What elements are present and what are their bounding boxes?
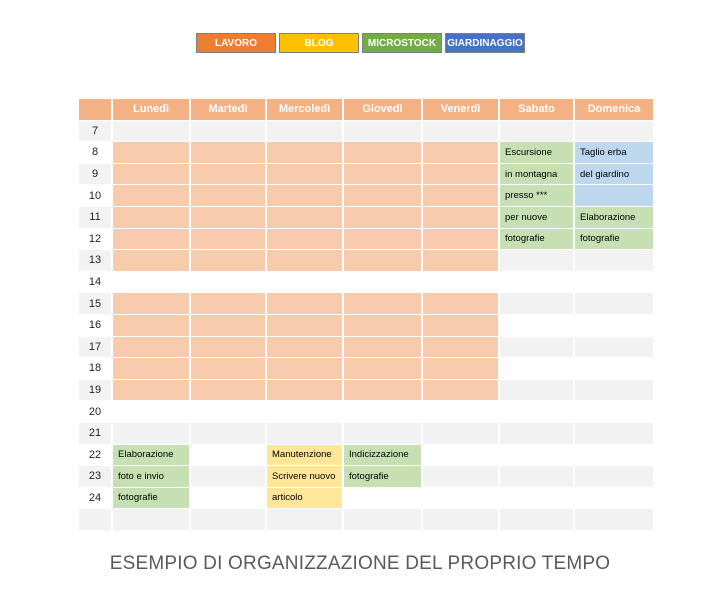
day-header: Venerdì: [423, 99, 498, 121]
schedule-cell[interactable]: [500, 445, 573, 467]
hour-label: 10: [79, 185, 111, 207]
schedule-cell[interactable]: [191, 337, 265, 359]
schedule-cell[interactable]: [423, 509, 498, 531]
schedule-cell[interactable]: [423, 185, 498, 207]
day-header: Giovedì: [344, 99, 421, 121]
schedule-cell[interactable]: [267, 121, 342, 143]
schedule-cell[interactable]: [344, 423, 421, 445]
schedule-cell[interactable]: fotografie: [344, 466, 421, 488]
schedule-cell[interactable]: [423, 358, 498, 380]
schedule-cell[interactable]: [423, 250, 498, 272]
schedule-cell[interactable]: Escursione: [500, 142, 573, 164]
schedule-cell[interactable]: [113, 250, 189, 272]
schedule-cell[interactable]: [344, 121, 421, 143]
schedule-cell[interactable]: [267, 401, 342, 423]
schedule-cell[interactable]: [191, 423, 265, 445]
schedule-cell[interactable]: [500, 121, 573, 143]
schedule-cell[interactable]: [267, 207, 342, 229]
schedule-cell[interactable]: Taglio erba: [575, 142, 653, 164]
schedule-cell[interactable]: [113, 401, 189, 423]
schedule-cell[interactable]: [267, 315, 342, 337]
schedule-cell[interactable]: [344, 401, 421, 423]
schedule-cell[interactable]: [575, 466, 653, 488]
schedule-cell[interactable]: [191, 466, 265, 488]
schedule-cell[interactable]: [575, 250, 653, 272]
schedule-cell[interactable]: [500, 466, 573, 488]
schedule-cell[interactable]: [191, 164, 265, 186]
schedule-cell[interactable]: [423, 488, 498, 510]
schedule-cell[interactable]: Scrivere nuovo: [267, 466, 342, 488]
schedule-cell[interactable]: [267, 423, 342, 445]
schedule-cell[interactable]: [191, 121, 265, 143]
hour-label: 8: [79, 142, 111, 164]
hour-label: 12: [79, 229, 111, 251]
schedule-cell[interactable]: [113, 207, 189, 229]
schedule-cell[interactable]: [575, 445, 653, 467]
schedule-cell[interactable]: [113, 121, 189, 143]
schedule-cell[interactable]: [500, 272, 573, 294]
hour-label: 24: [79, 488, 111, 510]
header-corner: [79, 99, 111, 121]
schedule-cell[interactable]: [500, 401, 573, 423]
schedule-cell[interactable]: Elaborazione: [575, 207, 653, 229]
schedule-cell[interactable]: [191, 380, 265, 402]
schedule-cell[interactable]: [191, 207, 265, 229]
schedule-cell[interactable]: [423, 401, 498, 423]
hour-label: 19: [79, 380, 111, 402]
schedule-cell[interactable]: [191, 315, 265, 337]
schedule-cell[interactable]: [344, 185, 421, 207]
schedule-cell[interactable]: [267, 185, 342, 207]
hour-label: [79, 509, 111, 531]
schedule-cell[interactable]: [267, 380, 342, 402]
hour-label: 21: [79, 423, 111, 445]
schedule-cell[interactable]: [575, 423, 653, 445]
schedule-cell[interactable]: [344, 164, 421, 186]
schedule-cell[interactable]: [423, 229, 498, 251]
schedule-cell[interactable]: [500, 250, 573, 272]
schedule-cell[interactable]: [423, 337, 498, 359]
hour-label: 15: [79, 293, 111, 315]
schedule-cell[interactable]: fotografie: [575, 229, 653, 251]
schedule-cell[interactable]: [113, 358, 189, 380]
schedule-cell[interactable]: [113, 293, 189, 315]
hour-label: 7: [79, 121, 111, 143]
schedule-cell[interactable]: presso ***: [500, 185, 573, 207]
schedule-cell[interactable]: [113, 229, 189, 251]
schedule-cell[interactable]: [113, 423, 189, 445]
schedule-cell[interactable]: [267, 142, 342, 164]
schedule-cell[interactable]: Manutenzione: [267, 445, 342, 467]
schedule-cell[interactable]: [575, 121, 653, 143]
schedule-cell[interactable]: [500, 293, 573, 315]
day-header: Lunedì: [113, 99, 189, 121]
legend-giardinaggio: GIARDINAGGIO: [445, 33, 525, 53]
schedule-cell[interactable]: [267, 358, 342, 380]
hour-label: 11: [79, 207, 111, 229]
schedule-cell[interactable]: [191, 293, 265, 315]
schedule-cell[interactable]: [423, 121, 498, 143]
schedule-cell[interactable]: [267, 250, 342, 272]
schedule-cell[interactable]: [344, 229, 421, 251]
schedule-cell[interactable]: per nuove: [500, 207, 573, 229]
schedule-cell[interactable]: [423, 423, 498, 445]
schedule-cell[interactable]: [344, 272, 421, 294]
page-caption: ESEMPIO DI ORGANIZZAZIONE DEL PROPRIO TEMPO: [109, 553, 611, 574]
schedule-cell[interactable]: [113, 509, 189, 531]
schedule-cell[interactable]: Indicizzazione: [344, 445, 421, 467]
schedule-cell[interactable]: [423, 445, 498, 467]
legend-lavoro: LAVORO: [196, 33, 276, 53]
schedule-cell[interactable]: [423, 142, 498, 164]
schedule-cell[interactable]: [575, 401, 653, 423]
hour-label: 14: [79, 272, 111, 294]
hour-label: 16: [79, 315, 111, 337]
schedule-cell[interactable]: [575, 185, 653, 207]
schedule-cell[interactable]: [575, 337, 653, 359]
schedule-cell[interactable]: [575, 358, 653, 380]
schedule-cell[interactable]: in montagna: [500, 164, 573, 186]
schedule-cell[interactable]: [423, 164, 498, 186]
schedule-cell[interactable]: fotografie: [500, 229, 573, 251]
schedule-cell[interactable]: [500, 337, 573, 359]
schedule-cell[interactable]: [267, 337, 342, 359]
schedule-cell[interactable]: fotografie: [113, 488, 189, 510]
schedule-cell[interactable]: [423, 293, 498, 315]
schedule-cell[interactable]: [113, 142, 189, 164]
schedule-cell[interactable]: [575, 380, 653, 402]
schedule-cell[interactable]: [500, 358, 573, 380]
legend-microstock: MICROSTOCK: [362, 33, 442, 53]
hour-label: 13: [79, 250, 111, 272]
day-header: Domenica: [575, 99, 653, 121]
day-header: Sabato: [500, 99, 573, 121]
schedule-cell[interactable]: [575, 488, 653, 510]
schedule-cell[interactable]: [191, 488, 265, 510]
schedule-cell[interactable]: [575, 293, 653, 315]
hour-label: 18: [79, 358, 111, 380]
day-header: Mercoledì: [267, 99, 342, 121]
schedule-cell[interactable]: del giardino: [575, 164, 653, 186]
schedule-cell[interactable]: [423, 466, 498, 488]
schedule-cell[interactable]: [191, 401, 265, 423]
schedule-cell[interactable]: [500, 380, 573, 402]
schedule-cell[interactable]: [191, 509, 265, 531]
schedule-cell[interactable]: [267, 229, 342, 251]
schedule-cell[interactable]: articolo: [267, 488, 342, 510]
schedule-cell[interactable]: [113, 337, 189, 359]
schedule-cell[interactable]: [423, 315, 498, 337]
hour-label: 17: [79, 337, 111, 359]
schedule-cell[interactable]: [423, 380, 498, 402]
schedule-cell[interactable]: [113, 164, 189, 186]
schedule-cell[interactable]: Elaborazione: [113, 445, 189, 467]
schedule-cell[interactable]: foto e invio: [113, 466, 189, 488]
schedule-cell[interactable]: [344, 337, 421, 359]
weekly-schedule-grid: [79, 99, 640, 531]
hour-label: 22: [79, 445, 111, 467]
hour-label: 9: [79, 164, 111, 186]
schedule-cell[interactable]: [344, 380, 421, 402]
schedule-cell[interactable]: [500, 423, 573, 445]
schedule-cell[interactable]: [500, 315, 573, 337]
schedule-cell[interactable]: [113, 315, 189, 337]
schedule-cell[interactable]: [344, 142, 421, 164]
schedule-cell[interactable]: [267, 164, 342, 186]
legend: [196, 33, 525, 53]
schedule-cell[interactable]: [344, 315, 421, 337]
schedule-cell[interactable]: [344, 509, 421, 531]
schedule-cell[interactable]: [500, 509, 573, 531]
schedule-cell[interactable]: [344, 293, 421, 315]
schedule-cell[interactable]: [113, 380, 189, 402]
schedule-cell[interactable]: [423, 272, 498, 294]
schedule-cell[interactable]: [113, 272, 189, 294]
hour-label: 20: [79, 401, 111, 423]
schedule-cell[interactable]: [575, 315, 653, 337]
schedule-cell[interactable]: [267, 272, 342, 294]
schedule-cell[interactable]: [191, 358, 265, 380]
schedule-cell[interactable]: [191, 445, 265, 467]
schedule-cell[interactable]: [344, 207, 421, 229]
schedule-cell[interactable]: [191, 272, 265, 294]
schedule-cell[interactable]: [191, 229, 265, 251]
legend-blog: BLOG: [279, 33, 359, 53]
schedule-cell[interactable]: [267, 509, 342, 531]
schedule-cell[interactable]: [191, 142, 265, 164]
schedule-cell[interactable]: [267, 293, 342, 315]
day-header: Martedì: [191, 99, 265, 121]
schedule-cell[interactable]: [500, 488, 573, 510]
schedule-cell[interactable]: [344, 488, 421, 510]
hour-label: 23: [79, 466, 111, 488]
schedule-cell[interactable]: [191, 185, 265, 207]
schedule-cell[interactable]: [575, 272, 653, 294]
schedule-cell[interactable]: [344, 358, 421, 380]
schedule-cell[interactable]: [191, 250, 265, 272]
schedule-cell[interactable]: [423, 207, 498, 229]
schedule-cell[interactable]: [575, 509, 653, 531]
schedule-cell[interactable]: [344, 250, 421, 272]
schedule-cell[interactable]: [113, 185, 189, 207]
